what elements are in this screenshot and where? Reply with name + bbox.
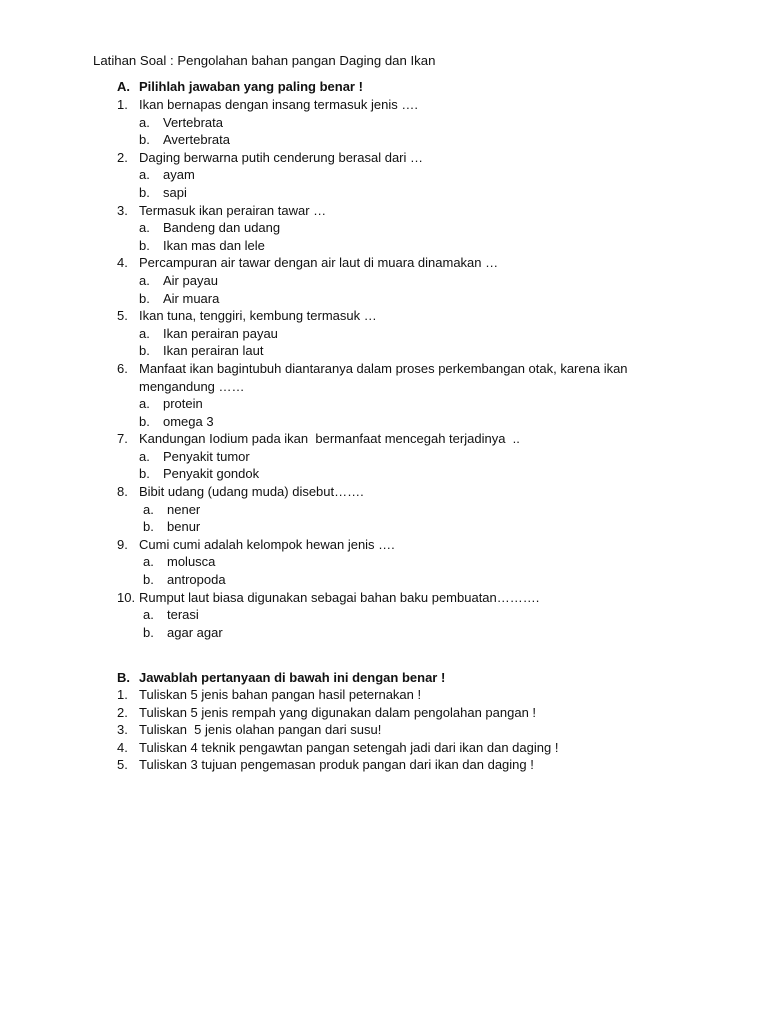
option-letter: b. [139,290,150,306]
essay-text: Tuliskan 3 tujuan pengemasan produk pangan dari ikan dan daging ! [139,757,534,773]
question-2 [117,149,657,202]
option-text: agar agar [167,624,223,640]
option-letter: a. [143,554,154,570]
essay-text: Tuliskan 4 teknik pengawtan pangan setengah jadi dari ikan dan daging ! [139,739,559,755]
option-letter: a. [143,501,154,517]
essay-number: 1. [117,687,128,702]
question-text: Rumput laut biasa digunakan sebagai bahan baku pembuatan………. [139,589,540,605]
option-text: Ikan perairan laut [163,343,264,359]
option-text: sapi [163,184,187,200]
essay-number: 2. [117,704,128,720]
section-b-heading [117,669,445,686]
option-a [143,606,657,624]
option-a [143,553,657,571]
section-b-heading-text: Jawablah pertanyaan di bawah ini dengan benar ! [139,670,446,685]
option-b [139,413,657,431]
options-list [139,325,657,360]
question-4 [117,254,657,307]
option-text: Air muara [163,290,220,306]
option-text: Air payau [163,272,218,288]
section-b-letter: B. [117,670,130,685]
option-text: Ikan perairan payau [163,325,278,341]
option-b [139,342,657,360]
option-letter: b. [139,132,150,148]
option-letter: b. [143,519,154,535]
question-number: 5. [117,308,128,324]
option-a [139,272,657,290]
option-a [139,325,657,343]
option-b [143,571,657,589]
option-text: Penyakit tumor [163,448,250,464]
essay-text: Tuliskan 5 jenis bahan pangan hasil peternakan ! [139,687,422,702]
essay-number: 3. [117,722,128,738]
question-number: 6. [117,360,128,376]
option-text: benur [167,519,201,535]
question-text: Cumi cumi adalah kelompok hewan jenis …. [139,536,395,552]
option-b [139,290,657,308]
option-text: Bandeng dan udang [163,220,281,236]
question-text: Kandungan Iodium pada ikan bermanfaat mencegah terjadinya .. [139,431,520,447]
option-b [139,237,657,255]
question-text: Ikan bernapas dengan insang termasuk jenis …. [139,97,418,112]
option-b [139,184,657,202]
option-letter: b. [139,237,150,253]
options-list [139,166,657,201]
essay-number: 5. [117,757,128,773]
option-letter: a. [143,607,154,623]
option-text: Avertebrata [163,132,230,148]
options-list [139,272,657,307]
essay-number: 4. [117,739,128,755]
question-text: Ikan tuna, tenggiri, kembung termasuk … [139,308,377,324]
options-list [139,395,657,430]
question-number: 9. [117,536,128,552]
options-list [143,501,657,536]
option-letter: a. [139,167,150,183]
option-a [139,448,657,466]
question-number: 1. [117,97,128,112]
option-b [139,131,657,149]
option-letter: b. [143,624,154,640]
options-list [143,606,657,641]
question-7 [117,430,657,483]
option-letter: b. [139,343,150,359]
option-a [143,501,657,519]
question-5 [117,307,657,360]
option-letter: b. [139,413,150,429]
multiple-choice-list [117,96,657,641]
option-b [139,465,657,483]
question-10 [117,589,657,642]
question-number: 4. [117,255,128,271]
option-text: nener [167,501,201,517]
question-text: Manfaat ikan bagintubuh diantaranya dalam proses perkembangan otak, karena ikan mengandung …… [139,360,632,394]
question-text: Bibit udang (udang muda) disebut……. [139,484,364,500]
option-letter: a. [139,220,150,236]
option-letter: a. [139,325,150,341]
essay-question-5 [117,756,657,774]
question-number: 2. [117,149,128,165]
options-list [139,219,657,254]
option-text: Ikan mas dan lele [163,237,265,253]
option-letter: b. [139,466,150,482]
option-text: Vertebrata [163,114,223,130]
options-list [139,448,657,483]
essay-text: Tuliskan 5 jenis rempah yang digunakan dalam pengolahan pangan ! [139,704,537,720]
section-a-heading [117,78,363,95]
essay-question-3 [117,721,657,739]
essay-question-1 [117,686,657,704]
essay-question-2 [117,704,657,722]
section-a-heading-text: Pilihlah jawaban yang paling benar ! [139,79,363,94]
question-number: 3. [117,202,128,218]
option-a [139,395,657,413]
option-letter: a. [139,448,150,464]
options-list [143,553,657,588]
option-text: ayam [163,167,195,183]
question-text: Daging berwarna putih cenderung berasal dari … [139,149,424,165]
question-text: Percampuran air tawar dengan air laut di muara dinamakan … [139,255,499,271]
option-b [143,624,657,642]
option-a [139,219,657,237]
option-letter: a. [139,114,150,130]
option-text: Penyakit gondok [163,466,260,482]
option-a [139,114,657,132]
essay-question-list [117,686,657,774]
option-letter: a. [139,396,150,412]
question-number: 10. [117,589,136,605]
question-6 [117,360,657,430]
option-letter: b. [139,184,150,200]
option-a [139,166,657,184]
question-8 [117,483,657,536]
question-text: Termasuk ikan perairan tawar … [139,202,327,218]
option-b [143,518,657,536]
option-text: molusca [167,554,216,570]
essay-question-4 [117,739,657,757]
option-text: protein [163,396,203,412]
document-title: Latihan Soal : Pengolahan bahan pangan Daging dan Ikan [93,53,436,68]
essay-text: Tuliskan 5 jenis olahan pangan dari susu! [139,722,382,738]
option-letter: a. [139,272,150,288]
option-text: terasi [167,607,199,623]
options-list [139,114,657,149]
question-number: 8. [117,484,128,500]
section-a-letter: A. [117,79,130,94]
option-text: omega 3 [163,413,214,429]
option-letter: b. [143,572,154,588]
question-1 [117,96,657,149]
question-number: 7. [117,431,128,447]
option-text: antropoda [167,572,226,588]
question-9 [117,536,657,589]
question-3 [117,202,657,255]
